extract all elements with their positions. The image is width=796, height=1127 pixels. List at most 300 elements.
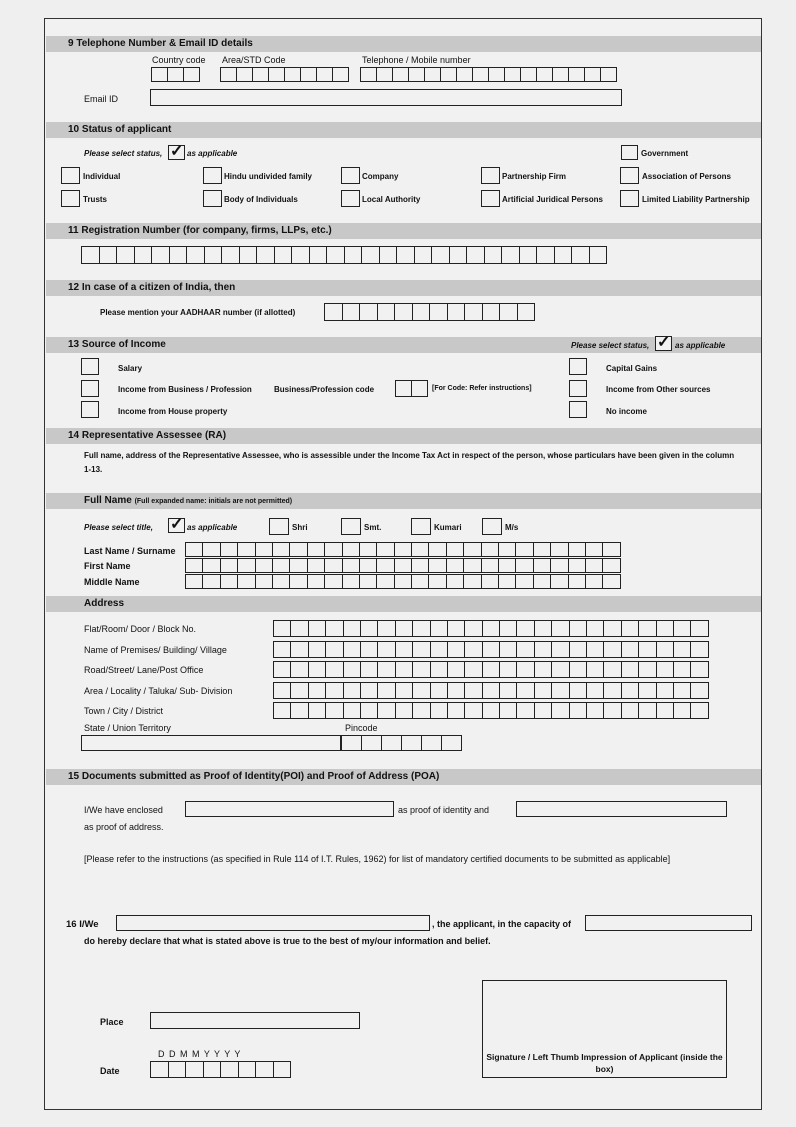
- char-cell[interactable]: [482, 542, 499, 557]
- char-cell[interactable]: [413, 702, 430, 719]
- char-cell[interactable]: [412, 574, 429, 589]
- char-cell[interactable]: [520, 246, 538, 264]
- char-cell[interactable]: [535, 661, 552, 678]
- income-none-label: No income: [606, 407, 647, 416]
- char-cell[interactable]: [482, 558, 499, 573]
- char-cell[interactable]: [570, 682, 587, 699]
- char-cell[interactable]: [674, 641, 691, 658]
- char-cell[interactable]: [586, 574, 603, 589]
- char-cell[interactable]: [221, 574, 238, 589]
- char-cell[interactable]: [535, 620, 552, 637]
- char-cell[interactable]: [309, 641, 326, 658]
- char-cell[interactable]: [518, 303, 536, 321]
- char-cell[interactable]: [691, 641, 708, 658]
- char-cell[interactable]: [657, 682, 674, 699]
- char-cell[interactable]: [360, 574, 377, 589]
- char-cell[interactable]: [604, 641, 621, 658]
- section-9-header: 9 Telephone Number & Email ID details: [46, 36, 761, 52]
- char-cell[interactable]: [309, 620, 326, 637]
- char-cell[interactable]: [622, 702, 639, 719]
- char-cell[interactable]: [431, 702, 448, 719]
- char-cell[interactable]: [535, 702, 552, 719]
- registration-number-input[interactable]: [81, 246, 607, 264]
- char-cell[interactable]: [256, 558, 273, 573]
- char-cell[interactable]: [186, 558, 203, 573]
- char-cell[interactable]: [555, 246, 573, 264]
- status-aop-label: Association of Persons: [642, 172, 731, 181]
- char-cell[interactable]: [500, 661, 517, 678]
- char-cell[interactable]: [448, 620, 465, 637]
- char-cell[interactable]: [273, 574, 290, 589]
- char-cell[interactable]: [100, 246, 118, 264]
- char-cell[interactable]: [586, 558, 603, 573]
- char-cell[interactable]: [431, 620, 448, 637]
- char-cell[interactable]: [447, 558, 464, 573]
- char-cell[interactable]: [343, 542, 360, 557]
- char-cell[interactable]: [326, 661, 343, 678]
- char-cell[interactable]: [552, 661, 569, 678]
- char-cell[interactable]: [378, 303, 396, 321]
- char-cell[interactable]: [396, 661, 413, 678]
- char-cell[interactable]: [413, 661, 430, 678]
- char-cell[interactable]: [569, 574, 586, 589]
- char-cell[interactable]: [674, 702, 691, 719]
- char-cell[interactable]: [326, 641, 343, 658]
- char-cell[interactable]: [205, 246, 223, 264]
- char-cell[interactable]: [464, 558, 481, 573]
- char-cell[interactable]: [395, 558, 412, 573]
- char-cell[interactable]: [483, 702, 500, 719]
- full-name-title: Full Name: [84, 495, 132, 506]
- char-cell[interactable]: [570, 641, 587, 658]
- char-cell[interactable]: [396, 620, 413, 637]
- char-cell[interactable]: [691, 682, 708, 699]
- char-cell[interactable]: [361, 620, 378, 637]
- char-cell[interactable]: [448, 702, 465, 719]
- status-trusts-checkbox[interactable]: [61, 190, 80, 207]
- poa-document-input[interactable]: [516, 801, 727, 817]
- char-cell[interactable]: [413, 620, 430, 637]
- char-cell[interactable]: [152, 246, 170, 264]
- char-cell[interactable]: [343, 303, 361, 321]
- char-cell[interactable]: [502, 246, 520, 264]
- char-cell[interactable]: [412, 558, 429, 573]
- char-cell[interactable]: [344, 682, 361, 699]
- char-cell[interactable]: [517, 702, 534, 719]
- char-cell[interactable]: [292, 246, 310, 264]
- char-cell[interactable]: [590, 246, 608, 264]
- char-cell[interactable]: [552, 682, 569, 699]
- char-cell[interactable]: [483, 641, 500, 658]
- char-cell[interactable]: [534, 574, 551, 589]
- title-kumari-checkbox[interactable]: [411, 518, 431, 535]
- char-cell[interactable]: [415, 246, 433, 264]
- char-cell[interactable]: [586, 542, 603, 557]
- status-huf-checkbox[interactable]: [203, 167, 222, 184]
- char-cell[interactable]: [326, 702, 343, 719]
- char-cell[interactable]: [431, 641, 448, 658]
- char-cell[interactable]: [485, 246, 503, 264]
- char-cell[interactable]: [570, 620, 587, 637]
- char-cell[interactable]: [308, 542, 325, 557]
- char-cell[interactable]: [465, 661, 482, 678]
- char-cell[interactable]: [537, 246, 555, 264]
- char-cell[interactable]: [203, 558, 220, 573]
- char-cell[interactable]: [308, 558, 325, 573]
- char-cell[interactable]: [378, 702, 395, 719]
- char-cell[interactable]: [674, 682, 691, 699]
- char-cell[interactable]: [657, 641, 674, 658]
- char-cell[interactable]: [432, 246, 450, 264]
- char-cell[interactable]: [326, 620, 343, 637]
- status-prompt: Please select status,: [84, 149, 163, 158]
- char-cell[interactable]: [186, 542, 203, 557]
- pincode-input[interactable]: [341, 735, 462, 751]
- char-cell[interactable]: [325, 303, 343, 321]
- char-cell[interactable]: [431, 682, 448, 699]
- char-cell[interactable]: [572, 246, 590, 264]
- char-cell[interactable]: [569, 542, 586, 557]
- char-cell[interactable]: [534, 542, 551, 557]
- char-cell[interactable]: [604, 661, 621, 678]
- char-cell[interactable]: [570, 702, 587, 719]
- char-cell[interactable]: [500, 702, 517, 719]
- char-cell[interactable]: [516, 574, 533, 589]
- char-cell[interactable]: [291, 682, 308, 699]
- status-partnership-checkbox[interactable]: [481, 167, 500, 184]
- char-cell[interactable]: [238, 558, 255, 573]
- char-cell[interactable]: [377, 558, 394, 573]
- char-cell[interactable]: [377, 542, 394, 557]
- status-government-checkbox[interactable]: [621, 145, 638, 160]
- income-prompt: Please select status,: [571, 341, 650, 350]
- town-input[interactable]: [273, 702, 709, 719]
- status-individual-label: Individual: [83, 172, 121, 181]
- char-cell[interactable]: [396, 682, 413, 699]
- char-cell[interactable]: [240, 246, 258, 264]
- char-cell[interactable]: [273, 558, 290, 573]
- state-input[interactable]: [81, 735, 341, 751]
- middle-name-input[interactable]: [185, 574, 621, 589]
- char-cell[interactable]: [483, 303, 501, 321]
- char-cell[interactable]: [622, 682, 639, 699]
- declarant-name-input[interactable]: [116, 915, 430, 931]
- char-cell[interactable]: [551, 574, 568, 589]
- char-cell[interactable]: [448, 661, 465, 678]
- char-cell[interactable]: [82, 246, 100, 264]
- char-cell[interactable]: [203, 542, 220, 557]
- char-cell[interactable]: [482, 574, 499, 589]
- char-cell[interactable]: [378, 661, 395, 678]
- char-cell[interactable]: [395, 303, 413, 321]
- char-cell[interactable]: [674, 620, 691, 637]
- char-cell[interactable]: [500, 682, 517, 699]
- flat-input[interactable]: [273, 620, 709, 637]
- char-cell[interactable]: [170, 246, 188, 264]
- char-cell[interactable]: [639, 641, 656, 658]
- char-cell[interactable]: [657, 661, 674, 678]
- char-cell[interactable]: [551, 542, 568, 557]
- char-cell[interactable]: [203, 574, 220, 589]
- char-cell[interactable]: [657, 702, 674, 719]
- char-cell[interactable]: [431, 661, 448, 678]
- char-cell[interactable]: [257, 246, 275, 264]
- char-cell[interactable]: [429, 558, 446, 573]
- section-12-header: 12 In case of a citizen of India, then: [46, 280, 761, 296]
- title-smt-checkbox[interactable]: [341, 518, 361, 535]
- char-cell[interactable]: [465, 303, 483, 321]
- title-shri-checkbox[interactable]: [269, 518, 289, 535]
- char-cell[interactable]: [587, 620, 604, 637]
- char-cell[interactable]: [325, 574, 342, 589]
- char-cell[interactable]: [395, 574, 412, 589]
- char-cell[interactable]: [450, 246, 468, 264]
- char-cell[interactable]: [360, 303, 378, 321]
- char-cell[interactable]: [448, 641, 465, 658]
- char-cell[interactable]: [187, 246, 205, 264]
- income-salary-checkbox[interactable]: [81, 358, 99, 375]
- char-cell[interactable]: [465, 620, 482, 637]
- char-cell[interactable]: [467, 246, 485, 264]
- char-cell[interactable]: [238, 574, 255, 589]
- char-cell[interactable]: [448, 682, 465, 699]
- date-input[interactable]: [150, 1061, 291, 1078]
- char-cell[interactable]: [691, 702, 708, 719]
- char-cell[interactable]: [516, 558, 533, 573]
- char-cell[interactable]: [413, 682, 430, 699]
- phone-input[interactable]: [360, 67, 617, 82]
- status-aop-checkbox[interactable]: [620, 167, 639, 184]
- char-cell[interactable]: [344, 641, 361, 658]
- char-cell[interactable]: [622, 620, 639, 637]
- char-cell[interactable]: [499, 574, 516, 589]
- char-cell[interactable]: [500, 303, 518, 321]
- char-cell[interactable]: [274, 702, 291, 719]
- char-cell[interactable]: [256, 574, 273, 589]
- middle-name-label: Middle Name: [84, 577, 140, 587]
- char-cell[interactable]: [465, 702, 482, 719]
- char-cell[interactable]: [587, 641, 604, 658]
- char-cell[interactable]: [639, 661, 656, 678]
- char-cell[interactable]: [362, 246, 380, 264]
- income-house-checkbox[interactable]: [81, 401, 99, 418]
- char-cell[interactable]: [344, 702, 361, 719]
- status-boi-checkbox[interactable]: [203, 190, 222, 207]
- aadhaar-input[interactable]: [324, 303, 535, 321]
- char-cell[interactable]: [622, 661, 639, 678]
- road-input[interactable]: [273, 661, 709, 678]
- last-name-input[interactable]: [185, 542, 621, 557]
- income-capital-checkbox[interactable]: [569, 358, 587, 375]
- char-cell[interactable]: [430, 303, 448, 321]
- title-ms-checkbox[interactable]: [482, 518, 502, 535]
- char-cell[interactable]: [570, 661, 587, 678]
- char-cell[interactable]: [587, 702, 604, 719]
- char-cell[interactable]: [535, 641, 552, 658]
- char-cell[interactable]: [499, 542, 516, 557]
- char-cell[interactable]: [587, 682, 604, 699]
- char-cell[interactable]: [500, 641, 517, 658]
- char-cell[interactable]: [291, 641, 308, 658]
- char-cell[interactable]: [221, 542, 238, 557]
- premises-label: Name of Premises/ Building/ Village: [84, 645, 227, 655]
- business-code-input[interactable]: [395, 380, 428, 397]
- char-cell[interactable]: [361, 702, 378, 719]
- char-cell[interactable]: [309, 702, 326, 719]
- char-cell[interactable]: [639, 620, 656, 637]
- char-cell[interactable]: [397, 246, 415, 264]
- char-cell[interactable]: [325, 558, 342, 573]
- char-cell[interactable]: [465, 682, 482, 699]
- char-cell[interactable]: [691, 661, 708, 678]
- char-cell[interactable]: [517, 682, 534, 699]
- char-cell[interactable]: [361, 682, 378, 699]
- char-cell[interactable]: [517, 620, 534, 637]
- char-cell[interactable]: [657, 620, 674, 637]
- char-cell[interactable]: [396, 702, 413, 719]
- char-cell[interactable]: [691, 620, 708, 637]
- char-cell[interactable]: [535, 682, 552, 699]
- char-cell[interactable]: [552, 620, 569, 637]
- char-cell[interactable]: [639, 702, 656, 719]
- char-cell[interactable]: [569, 558, 586, 573]
- char-cell[interactable]: [604, 620, 621, 637]
- place-input[interactable]: [150, 1012, 360, 1029]
- char-cell[interactable]: [135, 246, 153, 264]
- flat-label: Flat/Room/ Door / Block No.: [84, 624, 197, 634]
- char-cell[interactable]: [603, 542, 620, 557]
- char-cell[interactable]: [516, 542, 533, 557]
- char-cell[interactable]: [534, 558, 551, 573]
- char-cell[interactable]: [483, 620, 500, 637]
- char-cell[interactable]: [290, 558, 307, 573]
- char-cell[interactable]: [483, 661, 500, 678]
- char-cell[interactable]: [448, 303, 466, 321]
- status-partnership-label: Partnership Firm: [502, 172, 567, 181]
- char-cell[interactable]: [326, 682, 343, 699]
- char-cell[interactable]: [221, 558, 238, 573]
- income-none-checkbox[interactable]: [569, 401, 587, 418]
- char-cell[interactable]: [291, 620, 308, 637]
- char-cell[interactable]: [447, 542, 464, 557]
- char-cell[interactable]: [290, 574, 307, 589]
- check-icon: ✓: [170, 516, 184, 533]
- char-cell[interactable]: [517, 661, 534, 678]
- char-cell[interactable]: [291, 661, 308, 678]
- char-cell[interactable]: [674, 661, 691, 678]
- char-cell[interactable]: [603, 574, 620, 589]
- char-cell[interactable]: [290, 542, 307, 557]
- capacity-input[interactable]: [585, 915, 752, 931]
- char-cell[interactable]: [500, 620, 517, 637]
- char-cell[interactable]: [117, 246, 135, 264]
- char-cell[interactable]: [483, 682, 500, 699]
- char-cell[interactable]: [309, 661, 326, 678]
- char-cell[interactable]: [361, 661, 378, 678]
- char-cell[interactable]: [274, 641, 291, 658]
- char-cell[interactable]: [499, 558, 516, 573]
- char-cell[interactable]: [291, 702, 308, 719]
- char-cell[interactable]: [413, 303, 431, 321]
- char-cell[interactable]: [274, 620, 291, 637]
- char-cell[interactable]: [309, 682, 326, 699]
- char-cell[interactable]: [361, 641, 378, 658]
- char-cell[interactable]: [275, 246, 293, 264]
- char-cell[interactable]: [377, 574, 394, 589]
- status-ajp-checkbox[interactable]: [481, 190, 500, 207]
- char-cell[interactable]: [517, 641, 534, 658]
- char-cell[interactable]: [378, 620, 395, 637]
- char-cell[interactable]: [273, 542, 290, 557]
- char-cell[interactable]: [343, 574, 360, 589]
- char-cell[interactable]: [429, 542, 446, 557]
- char-cell[interactable]: [429, 574, 446, 589]
- char-cell[interactable]: [186, 574, 203, 589]
- char-cell[interactable]: [412, 542, 429, 557]
- char-cell[interactable]: [274, 661, 291, 678]
- char-cell[interactable]: [378, 682, 395, 699]
- char-cell[interactable]: [325, 542, 342, 557]
- char-cell[interactable]: [603, 558, 620, 573]
- char-cell[interactable]: [360, 542, 377, 557]
- status-llp-checkbox[interactable]: [620, 190, 639, 207]
- char-cell[interactable]: [464, 542, 481, 557]
- char-cell[interactable]: [380, 246, 398, 264]
- income-other-checkbox[interactable]: [569, 380, 587, 397]
- char-cell[interactable]: [552, 702, 569, 719]
- char-cell[interactable]: [310, 246, 328, 264]
- email-input[interactable]: [150, 89, 622, 106]
- char-cell[interactable]: [552, 641, 569, 658]
- area-code-input[interactable]: [220, 67, 349, 82]
- status-company-label: Company: [362, 172, 399, 181]
- char-cell[interactable]: [378, 641, 395, 658]
- country-code-input[interactable]: [151, 67, 200, 82]
- char-cell[interactable]: [551, 558, 568, 573]
- premises-input[interactable]: [273, 641, 709, 658]
- income-business-checkbox[interactable]: [81, 380, 99, 397]
- char-cell[interactable]: [396, 641, 413, 658]
- char-cell[interactable]: [344, 620, 361, 637]
- char-cell[interactable]: [639, 682, 656, 699]
- char-cell[interactable]: [413, 641, 430, 658]
- char-cell[interactable]: [604, 702, 621, 719]
- char-cell[interactable]: [447, 574, 464, 589]
- poi-document-input[interactable]: [185, 801, 394, 817]
- char-cell[interactable]: [327, 246, 345, 264]
- char-cell[interactable]: [274, 682, 291, 699]
- status-company-checkbox[interactable]: [341, 167, 360, 184]
- char-cell[interactable]: [308, 574, 325, 589]
- char-cell[interactable]: [464, 574, 481, 589]
- char-cell[interactable]: [604, 682, 621, 699]
- char-cell[interactable]: [345, 246, 363, 264]
- first-name-input[interactable]: [185, 558, 621, 573]
- char-cell[interactable]: [238, 542, 255, 557]
- char-cell[interactable]: [222, 246, 240, 264]
- char-cell[interactable]: [395, 542, 412, 557]
- char-cell[interactable]: [344, 661, 361, 678]
- area-input[interactable]: [273, 682, 709, 699]
- status-individual-checkbox[interactable]: [61, 167, 80, 184]
- char-cell[interactable]: [256, 542, 273, 557]
- char-cell[interactable]: [587, 661, 604, 678]
- status-local-authority-checkbox[interactable]: [341, 190, 360, 207]
- char-cell[interactable]: [622, 641, 639, 658]
- char-cell[interactable]: [360, 558, 377, 573]
- char-cell[interactable]: [343, 558, 360, 573]
- char-cell[interactable]: [465, 641, 482, 658]
